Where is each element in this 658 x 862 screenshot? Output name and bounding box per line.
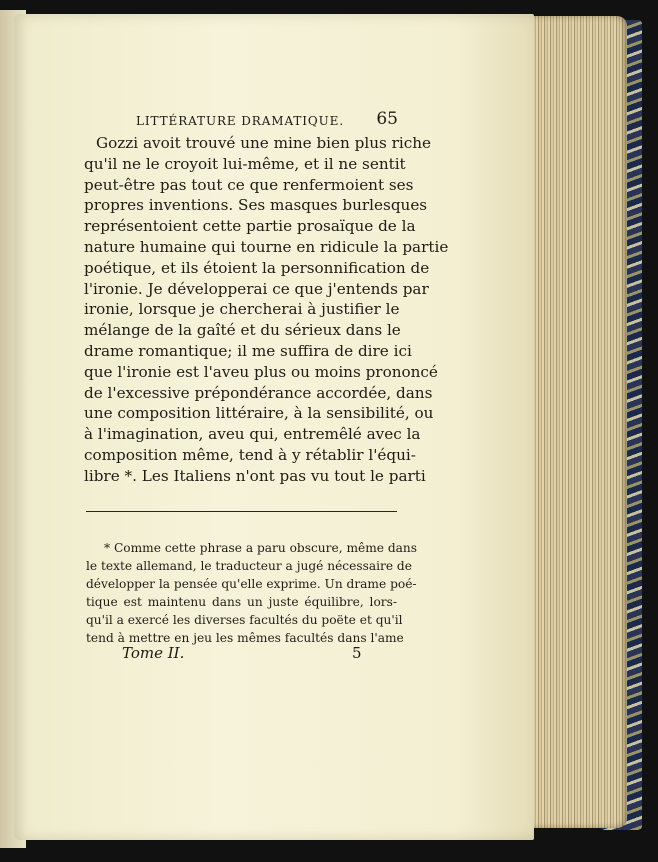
footnote-line: qu'il a exercé les diverses facultés du poëte et qu'il (86, 613, 403, 628)
main-text-block (84, 133, 449, 487)
text-line: nature humaine qui tourne en ridicule la partie (84, 237, 449, 256)
page-number: 65 (376, 109, 398, 129)
volume-label: Tome II. (122, 644, 185, 662)
signature-mark: 5 (352, 644, 362, 662)
text-line: libre *. Les Italiens n'ont pas vu tout le parti (84, 466, 426, 485)
text-line: une composition littéraire, à la sensibilité, ou (84, 404, 434, 423)
text-line: composition même, tend à y rétablir l'équi- (84, 445, 416, 464)
signature-line (122, 644, 372, 666)
text-line: mélange de la gaîté et du sérieux dans le (84, 321, 401, 340)
footnote-line: * Comme cette phrase a paru obscure, même dans (104, 541, 418, 555)
text-line: peut-être pas tout ce que renfermoient ses (84, 175, 414, 194)
text-line: Gozzi avoit trouvé une mine bien plus riche (96, 134, 432, 152)
text-line: poétique, et ils étoient la personnification de (84, 258, 430, 277)
text-line: que l'ironie est l'aveu plus ou moins prononcé (84, 362, 438, 381)
footnote-line: développer la pensée qu'elle exprime. Un drame poé- (86, 577, 417, 592)
text-line: à l'imagination, aveu qui, entremêlé avec la (84, 425, 421, 444)
footnote-line: le texte allemand, le traducteur a jugé nécessaire de (86, 559, 412, 574)
running-head (136, 111, 398, 131)
text-line: propres inventions. Ses masques burlesques (84, 196, 428, 215)
text-line: drame romantique; il me suffira de dire ici (84, 341, 412, 360)
footnote-line: tend à mettre en jeu les mêmes facultés dans l'ame (86, 631, 404, 646)
footnote-separator-rule (86, 511, 397, 512)
text-line: de l'excessive prépondérance accordée, dans (84, 383, 433, 402)
text-line: l'ironie. Je développerai ce que j'entends par (84, 279, 429, 298)
text-line: qu'il ne le croyoit lui-même, et il ne sentit (84, 154, 406, 173)
footnote-line: tique est maintenu dans un juste équilibre, lors- (86, 595, 397, 610)
footnote-block (86, 539, 418, 648)
running-title: LITTÉRATURE DRAMATIQUE. (136, 114, 345, 128)
text-line: représentoient cette partie prosaïque de la (84, 217, 416, 236)
text-line: ironie, lorsque je chercherai à justifier le (84, 300, 400, 319)
